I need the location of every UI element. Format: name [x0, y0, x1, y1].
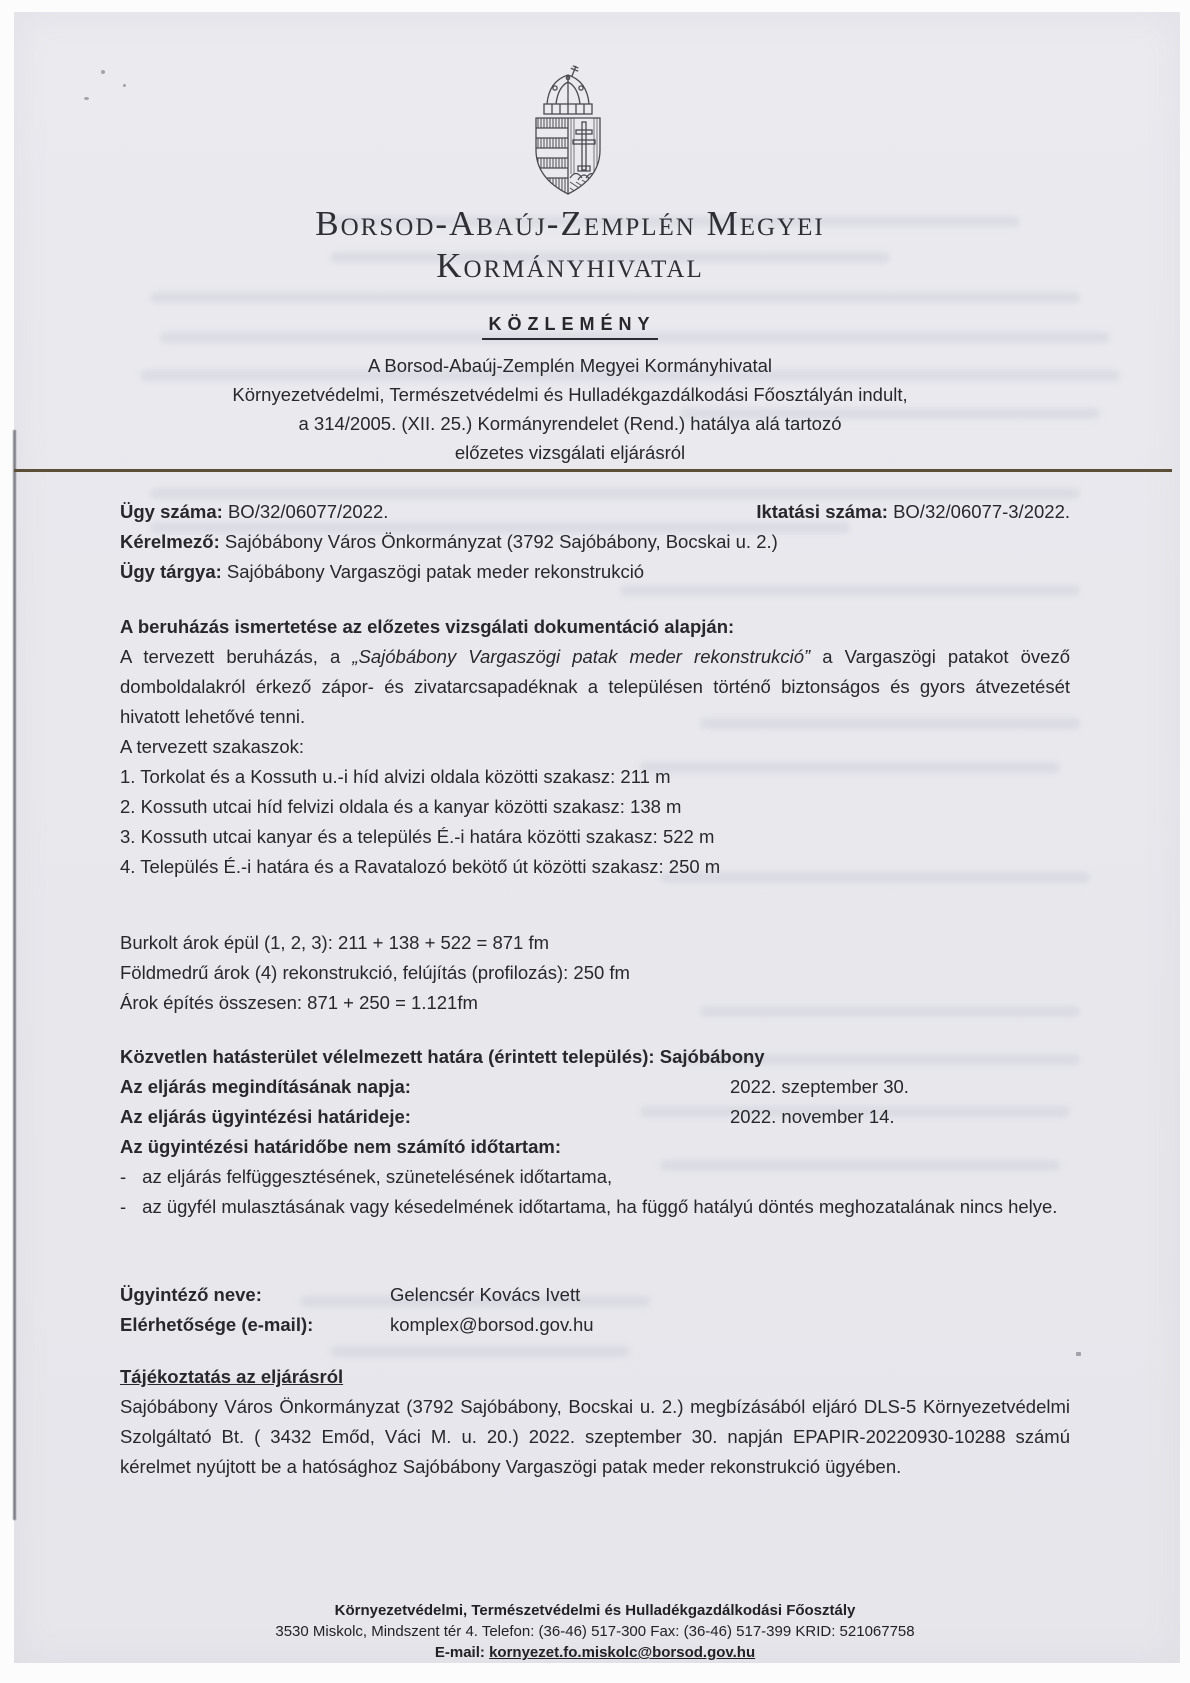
procedure-deadline-value: 2022. november 14.	[730, 1106, 895, 1127]
footer-address: 3530 Miskolc, Mindszent tér 4. Telefon: (36-46) 517-300 Fax: (36-46) 517-399 KRID: 521067758	[275, 1623, 915, 1640]
horizontal-rule	[14, 469, 1172, 472]
excluded-time-item: - az eljárás felfüggesztésének, szünetelésének időtartama,	[120, 1162, 1070, 1192]
subtitle-line: előzetes vizsgálati eljárásról	[454, 442, 686, 463]
scan-speck	[123, 84, 126, 87]
applicant	[120, 527, 1070, 557]
impact-area-value: Sajóbábony	[659, 1046, 765, 1067]
section-item: 2. Kossuth utcai híd felvizi oldala és a kanyar közötti szakasz: 138 m	[120, 796, 682, 817]
footer-email-label: E-mail:	[434, 1644, 485, 1661]
footer-department: Környezetvédelmi, Természetvédelmi és Hulladékgazdálkodási Főosztály	[334, 1602, 856, 1619]
case-data-section	[120, 497, 1070, 587]
procedure-start	[120, 1072, 1070, 1102]
summary-line: Árok építés összesen: 871 + 250 = 1.121fm	[120, 992, 478, 1013]
officer-row	[120, 1280, 1070, 1310]
totals-section	[120, 928, 1070, 1018]
registry-number-value: BO/32/06077-3/2022.	[893, 501, 1070, 522]
document-title: KÖZLEMÉNY	[482, 314, 657, 340]
project-description-section	[120, 612, 1070, 882]
procedure-deadline	[120, 1102, 1070, 1132]
information-section	[120, 1362, 1070, 1482]
case-subject-value: Sajóbábony Vargaszögi patak meder rekonstrukció	[226, 561, 645, 582]
officer-name: Gelencsér Kovács Ivett	[390, 1284, 581, 1305]
section-item: 3. Kossuth utcai kanyar és a település É.-i határa közötti szakasz: 522 m	[120, 826, 715, 847]
hungarian-coat-of-arms-icon	[520, 62, 616, 198]
applicant-value: Sajóbábony Város Önkormányzat (3792 Sajóbábony, Bocskai u. 2.)	[224, 531, 778, 552]
case-number-label: Ügy száma:	[120, 501, 223, 522]
case-number-value: BO/32/06077/2022.	[227, 501, 389, 522]
footer-email-row	[20, 1642, 1170, 1663]
subtitle-line: Környezetvédelmi, Természetvédelmi és Hulladékgazdálkodási Főosztályán indult,	[232, 384, 908, 405]
procedure-deadline-label: Az eljárás ügyintézési határideje:	[120, 1106, 411, 1127]
summary-line: Burkolt árok épül (1, 2, 3): 211 + 138 + 522 = 871 fm	[120, 932, 550, 953]
impact-area-label: Közvetlen hatásterület vélelmezett határa (érintett település):	[120, 1046, 655, 1067]
officer-email-row	[120, 1310, 1070, 1340]
scan-speck	[84, 97, 89, 100]
excluded-time-item: - az ügyfél mulasztásának vagy késedelmének időtartama, ha függő hatályú döntés meghozatalának nincs helye.	[120, 1192, 1070, 1222]
intro-pre: A tervezett beruházás, a	[120, 646, 353, 667]
bleedthrough-smudge	[330, 1346, 630, 1357]
officer-label: Ügyintéző neve:	[120, 1284, 262, 1305]
subtitle-line: A Borsod-Abaúj-Zemplén Megyei Kormányhivatal	[367, 355, 773, 376]
footer-email-value: kornyezet.fo.miskolc@borsod.gov.hu	[489, 1644, 756, 1661]
intro-quote: „Sajóbábony Vargaszögi patak meder rekonstrukció”	[352, 646, 811, 667]
bleedthrough-smudge	[150, 292, 1080, 303]
summary-line: Földmedrű árok (4) rekonstrukció, felújítás (profilozás): 250 fm	[120, 962, 630, 983]
applicant-label: Kérelmező:	[120, 531, 220, 552]
excluded-time-label: Az ügyintézési határidőbe nem számító időtartam:	[120, 1136, 561, 1157]
scan-edge-shadow	[13, 430, 16, 1520]
section-item: 1. Torkolat és a Kossuth u.-i híd alvizi oldala közötti szakasz: 211 m	[120, 766, 671, 787]
registry-number-label: Iktatási száma:	[756, 501, 888, 522]
impact-area	[120, 1042, 1070, 1072]
procedure-start-value: 2022. szeptember 30.	[730, 1076, 909, 1097]
description-heading: A beruházás ismertetése az előzetes vizsgálati dokumentáció alapján:	[120, 616, 735, 637]
information-body: Sajóbábony Város Önkormányzat (3792 Sajóbábony, Bocskai u. 2.) megbízásából eljáró DLS-5 Környezetvédelmi Szolgáltató Bt. ( 3432 Emőd, Váci M. u. 20.) 2022. szeptember 30. napján EPAPIR-20220930-10288 számú kérelmet nyújtott be a hatósághoz Sajóbábony Vargaszögi patak meder rekonstrukció ügyében.	[120, 1396, 1070, 1477]
information-heading: Tájékoztatás az eljárásról	[120, 1366, 344, 1387]
intro-post: a Vargaszögi patakot övező domboldalakról érkező zápor- és zivatarcsapadéknak a településen történő biztonságos és gyors átvezetését hivatott lehetővé tenni.	[120, 646, 1070, 727]
sections-heading: A tervezett szakaszok:	[120, 736, 305, 757]
org-name-line1: Borsod-Abaúj-Zemplén Megyei	[315, 204, 825, 243]
registry-number	[756, 497, 1070, 527]
contact-section	[120, 1280, 1070, 1340]
org-name-line2: Kormányhivatal	[436, 246, 704, 285]
procedure-section	[120, 1042, 1070, 1222]
document-subtitle	[0, 351, 1140, 467]
case-number	[120, 497, 388, 527]
procedure-start-label: Az eljárás megindításának napja:	[120, 1076, 411, 1097]
scan-speck	[101, 70, 105, 74]
subtitle-line: a 314/2005. (XII. 25.) Kormányrendelet (Rend.) hatálya alá tartozó	[298, 413, 842, 434]
officer-email-value: komplex@borsod.gov.hu	[390, 1314, 594, 1335]
officer-email-label: Elérhetősége (e-mail):	[120, 1314, 314, 1335]
document-footer	[20, 1600, 1170, 1663]
section-item: 4. Település É.-i határa és a Ravatalozó bekötő út közötti szakasz: 250 m	[120, 856, 721, 877]
case-subject-label: Ügy tárgya:	[120, 561, 222, 582]
case-subject	[120, 557, 1070, 587]
description-intro	[120, 642, 1070, 732]
scan-speck	[1076, 1352, 1081, 1356]
